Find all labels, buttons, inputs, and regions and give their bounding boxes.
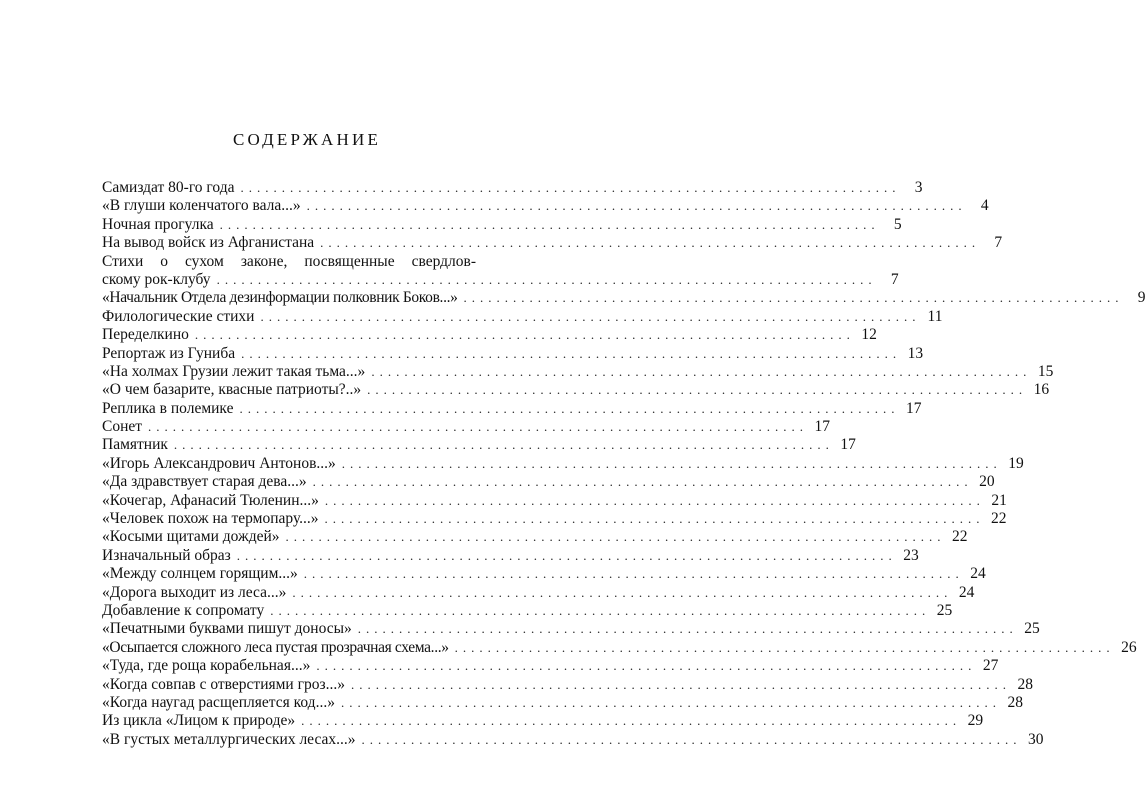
- toc-page-number: 3: [914, 179, 923, 196]
- toc-entry-title: «Туда, где роща корабельная...»: [102, 657, 311, 675]
- toc-entry-title: Реплика в полемике: [102, 399, 234, 417]
- toc-entry-title: «Дорога выходит из леса...»: [102, 583, 287, 601]
- dot-leader: ................................................................................: [285, 529, 946, 545]
- dot-leader: ................................................................................: [173, 437, 834, 453]
- toc-entry-title: «Человек похож на термопару...»: [102, 510, 319, 528]
- dot-leader: ................................................................................: [316, 658, 977, 674]
- toc-page-number: 22: [991, 510, 1007, 528]
- toc-entry: [102, 381, 1050, 399]
- toc-entry-title: «Когда совпав с отверстиями гроз...»: [102, 675, 345, 693]
- table-of-contents: [102, 179, 1146, 749]
- toc-entry-title: «Кочегар, Афанасий Тюленин...»: [102, 491, 319, 509]
- dot-leader: ................................................................................: [324, 492, 985, 508]
- toc-entry: [102, 510, 1007, 528]
- toc-page-number: 30: [1028, 730, 1044, 748]
- toc-entry-title: «В глуши коленчатого вала...»: [102, 197, 301, 215]
- toc-entry-title: «Между солнцем горящим...»: [102, 565, 298, 583]
- toc-entry: [102, 436, 856, 454]
- toc-entry-title: «Начальник Отдела дезинформации полковник Боков...»: [102, 289, 458, 307]
- toc-entry-word: посвященные: [304, 252, 395, 270]
- toc-entry: [102, 638, 1137, 657]
- toc-entry: [102, 307, 943, 326]
- toc-page-number: 4: [980, 197, 989, 215]
- toc-entry-word: свердлов-: [411, 252, 476, 270]
- toc-entry: [102, 473, 995, 491]
- toc-entry: [102, 362, 1054, 381]
- toc-page-number: 28: [1017, 675, 1033, 693]
- toc-entry: [102, 583, 975, 602]
- toc-entry: [102, 657, 999, 675]
- toc-entry-title: «Игорь Александрович Антонов...»: [102, 454, 336, 472]
- toc-entry: [102, 620, 1040, 638]
- toc-page-number: 22: [952, 528, 968, 546]
- toc-page-number: 29: [967, 712, 984, 730]
- toc-entry-title: Изначальный образ: [102, 546, 231, 564]
- dot-leader: ................................................................................: [312, 474, 973, 490]
- toc-page-number: 7: [890, 270, 899, 288]
- toc-page-number: 12: [861, 326, 877, 344]
- toc-entry: [102, 399, 922, 418]
- toc-page-number: 27: [982, 657, 999, 675]
- toc-entry-title: «О чем базарите, квасные патриоты?..»: [102, 381, 362, 399]
- toc-entry: [102, 326, 877, 344]
- toc-entry-title: Сонет: [102, 418, 143, 436]
- dot-leader: ................................................................................: [216, 271, 877, 287]
- dot-leader: ................................................................................: [463, 290, 1124, 306]
- dot-leader: ................................................................................: [371, 363, 1032, 379]
- toc-page-number: 24: [958, 583, 975, 601]
- toc-page-number: 20: [979, 473, 995, 491]
- toc-page-number: 17: [840, 436, 856, 454]
- dot-leader: ................................................................................: [454, 639, 1115, 655]
- toc-entry: [102, 528, 968, 546]
- toc-page-number: 11: [927, 307, 943, 325]
- dot-leader: ................................................................................: [350, 676, 1011, 692]
- toc-entry-title: Добавление к сопромату: [102, 601, 265, 619]
- toc-entry: [102, 344, 924, 363]
- toc-entry: [102, 491, 1007, 510]
- dot-leader: ................................................................................: [324, 511, 985, 527]
- dot-leader: ................................................................................: [303, 566, 964, 582]
- toc-entry-title: «В густых металлургических лесах...»: [102, 730, 356, 748]
- toc-entry-word: о: [160, 252, 168, 270]
- toc-page-number: 17: [814, 418, 831, 436]
- dot-leader: ................................................................................: [361, 731, 1022, 747]
- toc-entry-title: «Осыпается сложного леса пустая прозрачная схема...»: [102, 638, 449, 656]
- toc-entry: [102, 179, 923, 197]
- page-title: СОДЕРЖАНИЕ: [232, 130, 382, 149]
- toc-entry: [102, 234, 1003, 252]
- toc-entry-title: Репортаж из Гуниба: [102, 344, 236, 362]
- toc-page-number: 9: [1137, 289, 1146, 307]
- toc-entry-title: «Когда наугад расщепляется код...»: [102, 693, 335, 711]
- toc-entry-title: На вывод войск из Афганистана: [102, 234, 315, 252]
- dot-leader: ................................................................................: [240, 180, 901, 195]
- dot-leader: ................................................................................: [236, 547, 897, 563]
- toc-page-number: 15: [1037, 362, 1054, 380]
- dot-leader: ................................................................................: [340, 694, 1001, 710]
- toc-entry: [102, 565, 986, 583]
- toc-entry-word: сухом: [184, 252, 224, 270]
- toc-entry-word: законе,: [240, 252, 288, 270]
- toc-entry: [102, 601, 953, 620]
- toc-entry: [102, 418, 831, 436]
- toc-page-number: 17: [905, 399, 922, 417]
- toc-page-number: 28: [1007, 693, 1023, 711]
- toc-page-number: 26: [1121, 638, 1137, 656]
- toc-entry: [102, 215, 902, 234]
- toc-entry-word: Стихи: [102, 252, 144, 270]
- toc-entry-title: «На холмах Грузии лежит такая тьма...»: [102, 362, 366, 380]
- dot-leader: ................................................................................: [241, 345, 902, 361]
- toc-entry: [102, 289, 1146, 307]
- toc-page-number: 21: [991, 491, 1007, 509]
- toc-entry-title-continued: скому рок-клубу: [102, 270, 211, 288]
- toc-entry-title: Из цикла «Лицом к природе»: [102, 712, 296, 730]
- dot-leader: ................................................................................: [320, 235, 981, 251]
- dot-leader: ................................................................................: [219, 216, 880, 232]
- toc-entry-title: «Косыми щитами дождей»: [102, 528, 280, 546]
- toc-entry-title: Ночная прогулка: [102, 215, 214, 233]
- toc-entry-title: «Да здравствует старая дева...»: [102, 473, 307, 491]
- toc-entry-title: Переделкино: [102, 326, 189, 344]
- toc-entry: [102, 712, 984, 730]
- toc-entry: [102, 546, 919, 565]
- toc-page-number: 13: [907, 344, 924, 362]
- dot-leader: ................................................................................: [341, 455, 1002, 471]
- toc-page-number: 23: [903, 546, 919, 564]
- toc-entry: [102, 730, 1044, 749]
- toc-page-number: 5: [893, 215, 902, 233]
- dot-leader: ................................................................................: [367, 382, 1028, 398]
- dot-leader: ................................................................................: [292, 584, 953, 600]
- toc-entry-title: «Печатными буквами пишут доносы»: [102, 620, 352, 638]
- dot-leader: ................................................................................: [270, 602, 931, 618]
- dot-leader: ................................................................................: [357, 621, 1018, 637]
- toc-entry: [102, 197, 989, 215]
- dot-leader: ................................................................................: [306, 198, 967, 214]
- dot-leader: ................................................................................: [194, 327, 855, 343]
- toc-page-number: 25: [936, 601, 953, 619]
- toc-entry-title: Филологические стихи: [102, 307, 255, 325]
- toc-page-number: 16: [1033, 381, 1050, 399]
- dot-leader: ................................................................................: [260, 308, 921, 324]
- dot-leader: ................................................................................: [301, 713, 962, 729]
- toc-entry-wrapped: [102, 252, 899, 290]
- toc-entry: [102, 693, 1023, 712]
- toc-entry-title: Памятник: [102, 436, 168, 454]
- dot-leader: ................................................................................: [239, 400, 900, 416]
- toc-page-number: 24: [970, 565, 986, 583]
- dot-leader: ................................................................................: [148, 419, 809, 435]
- toc-page-number: 25: [1024, 620, 1040, 638]
- toc-page-number: 7: [994, 234, 1003, 252]
- toc-entry: [102, 454, 1024, 473]
- toc-entry-title: Самиздат 80-го года: [102, 179, 235, 196]
- toc-entry: [102, 675, 1033, 694]
- toc-page-number: 19: [1008, 454, 1024, 472]
